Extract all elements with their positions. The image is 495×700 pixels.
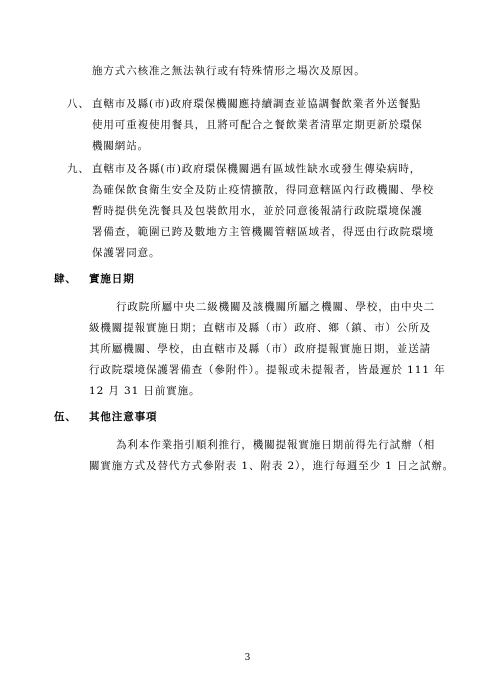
item-8-line-1: 直轄市及縣(市)政府環保機關應持續調查並協調餐飲業者外送餐點 xyxy=(92,98,422,110)
item-8-line-3: 機關網站。 xyxy=(92,140,149,152)
section-5-title: 其他注意事項 xyxy=(89,411,158,423)
continuation-text: 施方式六核准之無法執行或有特殊情形之場次及原因。 xyxy=(92,65,366,77)
item-8-number: 八、 xyxy=(67,98,90,110)
item-9-line-2: 為確保飲食衛生安全及防止疫情擴散，得同意轄區內行政機關、學校 xyxy=(92,184,434,196)
section-4-line-5: 12 月 31 日前實施。 xyxy=(89,385,201,397)
section-4-line-1: 行政院所屬中央二級機關及該機關所屬之機關、學校，由中央二 xyxy=(116,301,436,313)
section-5-line-2: 關實施方式及替代方式參附表 1、附表 2），進行每週至少 1 日之試辦。 xyxy=(89,460,455,472)
item-9-line-5: 保護署同意。 xyxy=(92,247,161,259)
item-9-line-1: 直轄市及各縣(市)政府環保機關遇有區域性缺水或發生傳染病時， xyxy=(92,163,422,175)
section-4-line-4: 行政院環境保護署備查（參附件）。提報或未提報者，皆最遲於 111 年 xyxy=(89,364,446,376)
section-4-number: 肆、 xyxy=(54,273,77,285)
section-5-line-1: 為利本作業指引順利推行，機關提報實施日期前得先行試辦（相 xyxy=(116,439,436,451)
page-number: 3 xyxy=(244,653,251,663)
item-8-line-2: 使用可重複使用餐具，且將可配合之餐飲業者清單定期更新於環保 xyxy=(92,119,423,131)
section-4-line-2: 級機關提報實施日期；直轄市及縣（市）政府、鄉（鎮、市）公所及 xyxy=(89,322,431,334)
section-4-line-3: 其所屬機關、學校，由直轄市及縣（市）政府提報實施日期，並送請 xyxy=(89,343,431,355)
section-5-number: 伍、 xyxy=(54,411,77,423)
item-9-line-3: 暫時提供免洗餐具及包裝飲用水，並於同意後報請行政院環境保護 xyxy=(92,205,423,217)
item-9-line-4: 署備查，範圍已跨及數地方主管機關管轄區域者，得逕由行政院環境 xyxy=(92,226,434,238)
section-4-title: 實施日期 xyxy=(89,273,135,285)
item-9-number: 九、 xyxy=(67,163,90,175)
